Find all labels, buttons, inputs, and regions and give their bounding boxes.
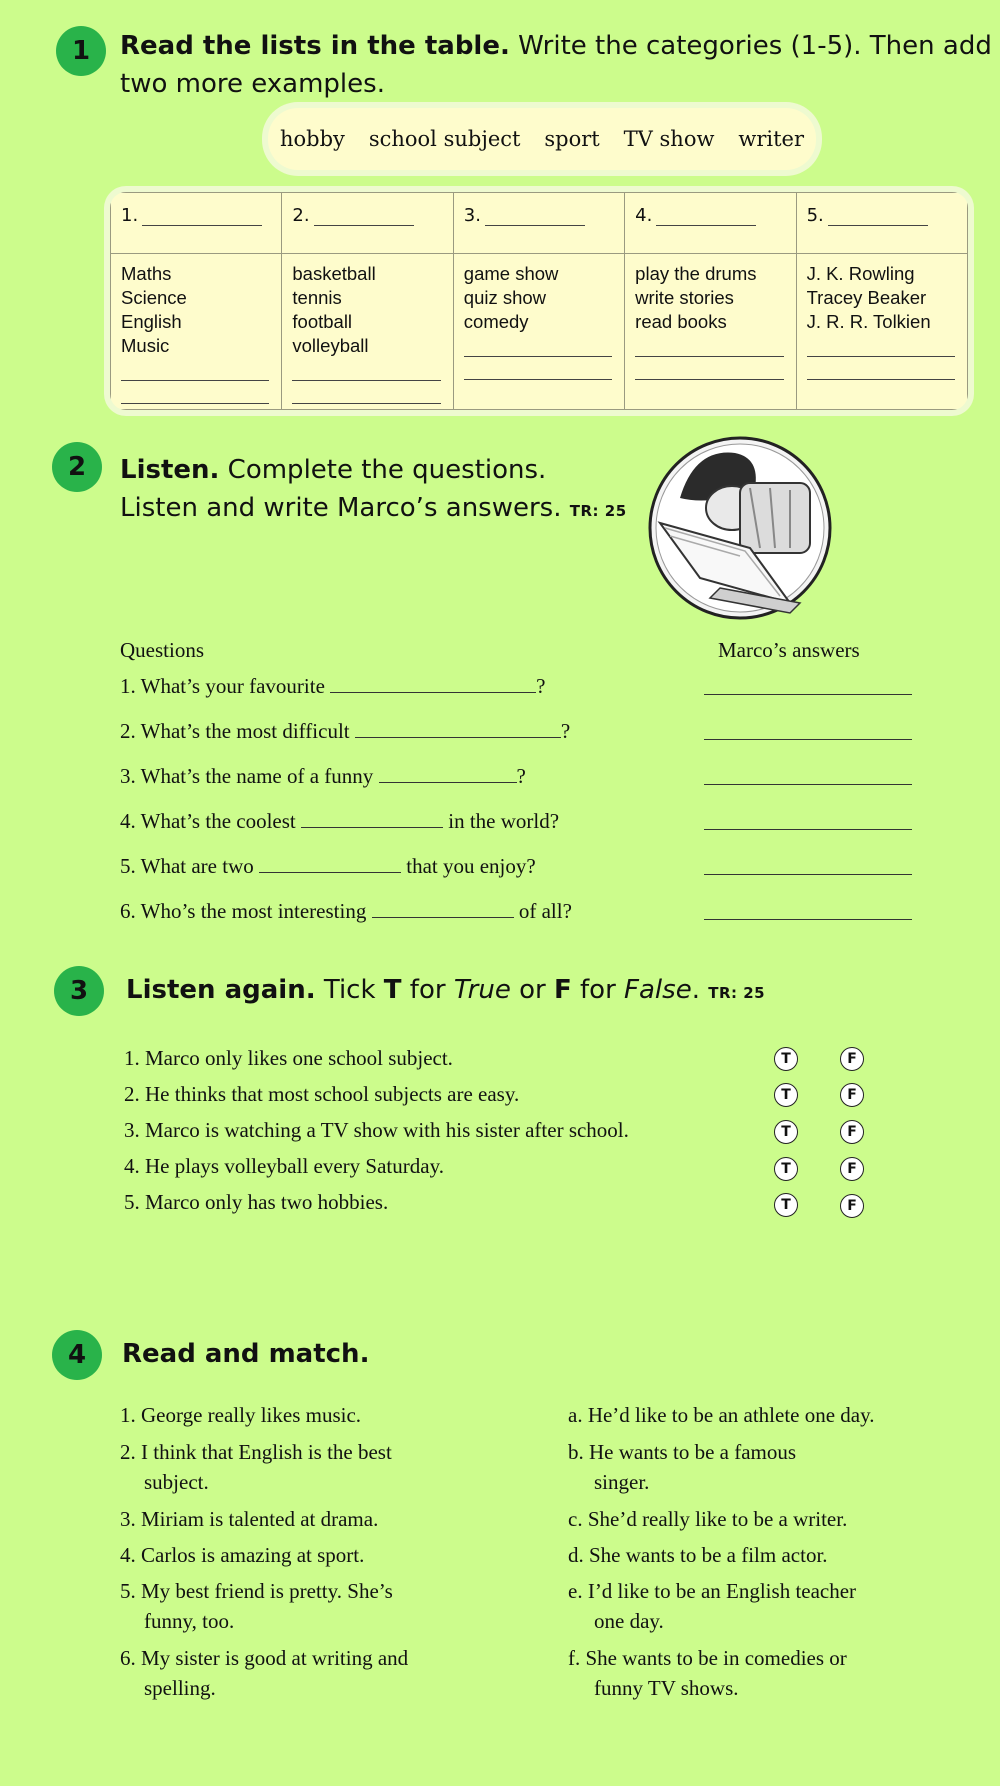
example-blank[interactable]: [807, 334, 955, 357]
question-blank[interactable]: [355, 719, 561, 738]
false-option[interactable]: F: [840, 1120, 864, 1144]
category-column-5: [796, 254, 967, 410]
example-blank[interactable]: [464, 357, 612, 380]
list-item: tennis: [292, 287, 342, 308]
true-option[interactable]: T: [774, 1120, 798, 1144]
question-row: [120, 674, 545, 699]
false-word: False: [624, 975, 692, 1005]
section-2-number: 2: [52, 442, 102, 492]
question-end: of all?: [518, 899, 572, 923]
match-right-text: c. She’d really like to be a writer.: [568, 1507, 848, 1531]
section-2-heading-bold: Listen.: [120, 455, 220, 485]
answer-blank[interactable]: [704, 829, 912, 830]
list-item: Music: [121, 335, 170, 356]
section-2-heading-rest: Complete the questions.: [219, 455, 547, 485]
category-column-4: [625, 254, 796, 410]
list-item: English: [121, 311, 182, 332]
category-blank-2[interactable]: [314, 225, 414, 226]
true-word: True: [453, 975, 511, 1005]
track-number: TR: 25: [708, 984, 766, 1002]
section-1-number: 1: [56, 26, 106, 76]
categories-table: [110, 192, 968, 410]
match-left-text: 2. I think that English is the best: [120, 1440, 392, 1464]
question-text: 1. What’s your favourite: [120, 674, 325, 698]
category-header-5[interactable]: [796, 193, 967, 254]
question-end: in the world?: [448, 809, 560, 833]
category-blank-4[interactable]: [656, 225, 756, 226]
section-3-number: 3: [54, 966, 104, 1016]
question-row: [120, 854, 536, 879]
list-item: write stories: [635, 287, 734, 308]
word-box: [268, 108, 816, 170]
example-blank[interactable]: [635, 357, 783, 380]
answer-blank[interactable]: [704, 694, 912, 695]
section-1-heading-line2: two more examples.: [120, 69, 385, 99]
answer-blank[interactable]: [704, 874, 912, 875]
list-item: read books: [635, 311, 727, 332]
match-right-item[interactable]: [568, 1437, 796, 1497]
list-item: Science: [121, 287, 187, 308]
match-right-item[interactable]: [568, 1400, 875, 1430]
question-row: [120, 899, 572, 924]
question-blank[interactable]: [330, 674, 536, 693]
match-left-text: 5. My best friend is pretty. She’s: [120, 1579, 393, 1603]
false-option[interactable]: F: [840, 1157, 864, 1181]
question-text: 6. Who’s the most interesting: [120, 899, 367, 923]
true-option[interactable]: T: [774, 1157, 798, 1181]
match-left-item[interactable]: [120, 1643, 408, 1703]
false-option[interactable]: F: [840, 1083, 864, 1107]
match-left-item[interactable]: [120, 1400, 361, 1430]
match-right-text: e. I’d like to be an English teacher: [568, 1579, 857, 1603]
example-blank[interactable]: [121, 381, 269, 404]
track-number: TR: 25: [569, 502, 627, 520]
category-blank-1[interactable]: [142, 225, 262, 226]
section-3-heading-text: .: [691, 975, 700, 1005]
question-text: 3. What’s the name of a funny: [120, 764, 374, 788]
list-item: basketball: [292, 263, 376, 284]
example-blank[interactable]: [635, 334, 783, 357]
statement: 5. Marco only has two hobbies.: [124, 1190, 389, 1214]
match-left-item[interactable]: [120, 1437, 392, 1497]
statement: 3. Marco is watching a TV show with his sister after school.: [124, 1118, 629, 1142]
category-label-1: 1.: [121, 205, 139, 226]
question-end: ?: [560, 719, 571, 743]
match-left-text: subject.: [144, 1470, 209, 1494]
questions-column-header: Questions: [120, 638, 204, 662]
question-row: [120, 809, 559, 834]
section-1-heading-rest: Write the categories (1-5). Then add: [509, 31, 992, 61]
list-item: quiz show: [463, 287, 547, 308]
answer-blank[interactable]: [704, 739, 912, 740]
category-header-3[interactable]: [453, 193, 624, 254]
match-right-text: funny TV shows.: [594, 1676, 739, 1700]
list-item: game show: [463, 263, 559, 284]
question-blank[interactable]: [301, 809, 443, 828]
list-item: Tracey Beaker: [806, 287, 927, 308]
match-right-item[interactable]: [568, 1504, 847, 1534]
section-1-heading: [120, 28, 992, 64]
question-row: [120, 719, 570, 744]
match-right-item[interactable]: [568, 1576, 856, 1636]
question-text: 5. What are two: [120, 854, 254, 878]
section-3-heading-text: for: [401, 975, 454, 1005]
statement: 4. He plays volleyball every Saturday.: [124, 1154, 444, 1178]
match-left-text: spelling.: [144, 1676, 216, 1700]
match-left-text: 1. George really likes music.: [120, 1403, 362, 1427]
word-sport: sport: [544, 127, 600, 151]
question-end: that you enjoy?: [406, 854, 536, 878]
category-header-1[interactable]: [111, 193, 282, 254]
section-1-heading-bold: Read the lists in the table.: [120, 31, 510, 61]
match-right-text: b. He wants to be a famous: [568, 1440, 797, 1464]
category-column-1: [111, 254, 282, 410]
false-option[interactable]: F: [840, 1194, 864, 1218]
question-text: 2. What’s the most difficult: [120, 719, 350, 743]
match-left-text: 4. Carlos is amazing at sport.: [120, 1543, 365, 1567]
true-letter: T: [383, 975, 402, 1005]
category-blank-3[interactable]: [485, 225, 585, 226]
true-option[interactable]: T: [774, 1193, 798, 1217]
match-left-text: 3. Miriam is talented at drama.: [120, 1507, 379, 1531]
question-blank[interactable]: [379, 764, 517, 783]
statement: 1. Marco only likes one school subject.: [124, 1046, 453, 1070]
section-2-heading-line2-text: Listen and write Marco’s answers.: [120, 493, 562, 523]
section-2-heading: [120, 452, 546, 488]
example-blank[interactable]: [121, 358, 269, 381]
question-blank[interactable]: [372, 899, 514, 918]
match-right-text: one day.: [594, 1609, 664, 1633]
category-label-3: 3.: [463, 205, 481, 226]
true-option[interactable]: T: [774, 1047, 798, 1071]
list-item: football: [292, 311, 353, 332]
category-label-5: 5.: [806, 205, 824, 226]
list-item: J. K. Rowling: [806, 263, 915, 284]
category-label-4: 4.: [635, 205, 653, 226]
match-right-item[interactable]: [568, 1540, 828, 1570]
question-row: [120, 764, 526, 789]
section-3-heading-bold: Listen again.: [126, 975, 316, 1005]
example-blank[interactable]: [292, 358, 440, 381]
question-text: 4. What’s the coolest: [120, 809, 296, 833]
match-right-text: f. She wants to be in comedies or: [568, 1646, 847, 1670]
list-item: comedy: [463, 311, 529, 332]
boy-reading-illustration: [640, 428, 840, 628]
section-4-number: 4: [52, 1330, 102, 1380]
word-school-subject: school subject: [368, 127, 521, 151]
false-option[interactable]: F: [840, 1047, 864, 1071]
match-right-item[interactable]: [568, 1643, 847, 1703]
word-hobby: hobby: [279, 127, 345, 151]
question-end: ?: [536, 674, 546, 698]
match-left-text: 6. My sister is good at writing and: [120, 1646, 409, 1670]
word-writer: writer: [738, 127, 805, 151]
list-item: volleyball: [292, 335, 369, 356]
true-option[interactable]: T: [774, 1083, 798, 1107]
false-letter: F: [553, 975, 572, 1005]
question-end: ?: [516, 764, 526, 788]
match-left-item[interactable]: [120, 1540, 364, 1570]
category-header-4[interactable]: [625, 193, 796, 254]
match-right-text: a. He’d like to be an athlete one day.: [568, 1403, 875, 1427]
example-blank[interactable]: [292, 381, 440, 404]
list-item: J. R. R. Tolkien: [806, 311, 931, 332]
answers-column-header: Marco’s answers: [718, 638, 860, 662]
section-3-heading: [126, 972, 765, 1011]
section-3-heading-text: for: [571, 975, 625, 1005]
category-blank-5[interactable]: [828, 225, 928, 226]
section-3-heading-text: Tick: [315, 975, 384, 1005]
category-column-3: [453, 254, 624, 410]
category-header-2[interactable]: [282, 193, 453, 254]
example-blank[interactable]: [464, 334, 612, 357]
list-item: play the drums: [635, 263, 757, 284]
word-tv-show: TV show: [623, 127, 715, 151]
match-left-item[interactable]: [120, 1504, 378, 1534]
example-blank[interactable]: [807, 357, 955, 380]
section-2-heading-line2: [120, 490, 627, 529]
match-left-item[interactable]: [120, 1576, 393, 1636]
answer-blank[interactable]: [704, 784, 912, 785]
category-column-2: [282, 254, 453, 410]
match-left-text: funny, too.: [144, 1609, 235, 1633]
answer-blank[interactable]: [704, 919, 912, 920]
category-label-2: 2.: [292, 205, 310, 226]
section-4-heading: [122, 1336, 369, 1372]
question-blank[interactable]: [259, 854, 401, 873]
statement: 2. He thinks that most school subjects are easy.: [124, 1082, 520, 1106]
match-right-text: singer.: [594, 1470, 650, 1494]
section-3-heading-text: or: [510, 975, 554, 1005]
match-right-text: d. She wants to be a film actor.: [568, 1543, 828, 1567]
list-item: Maths: [121, 263, 172, 284]
section-4-heading-bold: Read and match.: [122, 1339, 370, 1369]
